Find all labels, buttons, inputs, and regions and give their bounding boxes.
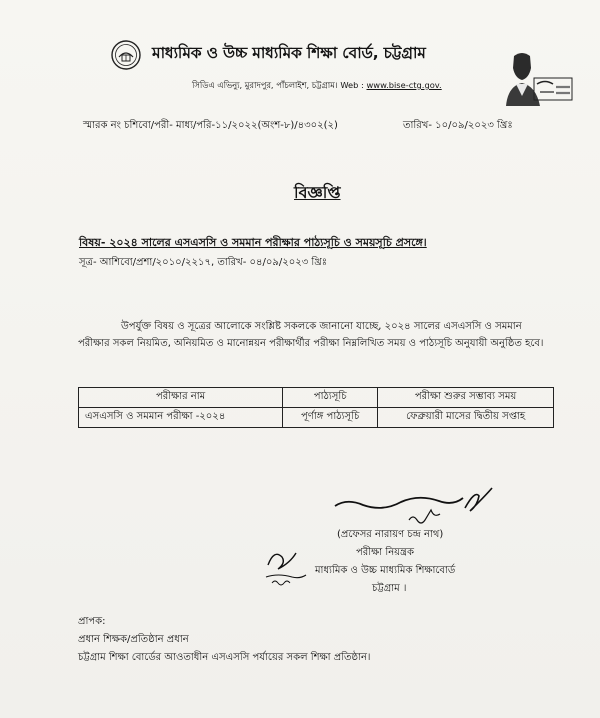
signature-image [327, 484, 497, 530]
cell-start-time: ফেব্রুয়ারী মাসের দ্বিতীয় সপ্তাহ [378, 408, 554, 428]
cell-syllabus: পূর্ণাঙ্গ পাঠ্যসূচি [283, 408, 378, 428]
column-header-start-time: পরীক্ষা শুরুর সম্ভাব্য সময় [378, 388, 554, 408]
signatory-city: চট্টগ্রাম । [372, 583, 407, 594]
org-title: মাধ্যমিক ও উচ্চ মাধ্যমিক শিক্ষা বোর্ড, চট্টগ্রাম [152, 44, 426, 62]
mujib-borsho-portrait-icon [500, 48, 576, 106]
recipient-line-1: প্রধান শিক্ষক/প্রতিষ্ঠান প্রধান [78, 634, 189, 645]
memo-date: তারিখ- ১০/০৯/২০২৩ খ্রিঃ [403, 120, 513, 131]
notice-heading: বিজ্ঞপ্তি [294, 183, 341, 202]
address-line [192, 79, 442, 93]
schedule-table [78, 387, 554, 428]
address-text: সিডিএ এভিন্যু, মুরাদপুর, পাঁচলাইশ, চট্টগ্রাম। Web : [192, 80, 367, 90]
initial-signature-image [262, 545, 310, 587]
recipient-line-2: চট্টগ্রাম শিক্ষা বোর্ডের আওতাধীন এসএসসি পর্যায়ের সকল শিক্ষা প্রতিষ্ঠান। [78, 652, 371, 663]
table-row [79, 408, 554, 428]
notice-body: উপর্যুক্ত বিষয় ও সূত্রের আলোকে সংশ্লিষ্ট সকলকে জানানো যাচ্ছে, ২০২৪ সালের এসএসসি ও সমমান পরীক্ষার সকল নিয়মিত, অনিয়মিত ও মানোন্নয়ন পরীক্ষার্থীর পরীক্ষা নিম্নলিখিত সময় ও পাঠ্যসূচি অনুযায়ী অনুষ্ঠিত হবে। [78, 321, 544, 349]
signatory-name: (প্রফেসর নারায়ণ চন্দ্র নাথ) [337, 529, 444, 540]
cell-exam-name: এসএসসি ও সমমান পরীক্ষা -২০২৪ [79, 408, 283, 428]
website-link[interactable]: www.bise-ctg.gov. [366, 80, 442, 90]
column-header-exam-name: পরীক্ষার নাম [79, 388, 283, 408]
signatory-designation: পরীক্ষা নিয়ন্ত্রক [356, 547, 414, 558]
notice-subject: বিষয়- ২০২৪ সালের এসএসসি ও সমমান পরীক্ষার পাঠ্যসূচি ও সময়সূচি প্রসঙ্গে। [79, 236, 427, 249]
column-header-syllabus: পাঠ্যসূচি [283, 388, 378, 408]
schedule-header-row [79, 388, 554, 408]
board-seal-icon [111, 40, 141, 70]
recipients-label: প্রাপক: [78, 616, 106, 627]
memo-number: স্মারক নং চশিবো/পরী- মাধ্য/পরি-১১/২০২২(অংশ-৮)/৪৩০২(২) [83, 120, 338, 131]
notice-source-reference: সূত্র- আশিবো/প্রশা/২০১০/২২১৭, তারিখ- ০৪/০৯/২০২৩ খ্রিঃ [79, 257, 328, 268]
signatory-board: মাধ্যমিক ও উচ্চ মাধ্যমিক শিক্ষাবোর্ড [315, 565, 456, 576]
